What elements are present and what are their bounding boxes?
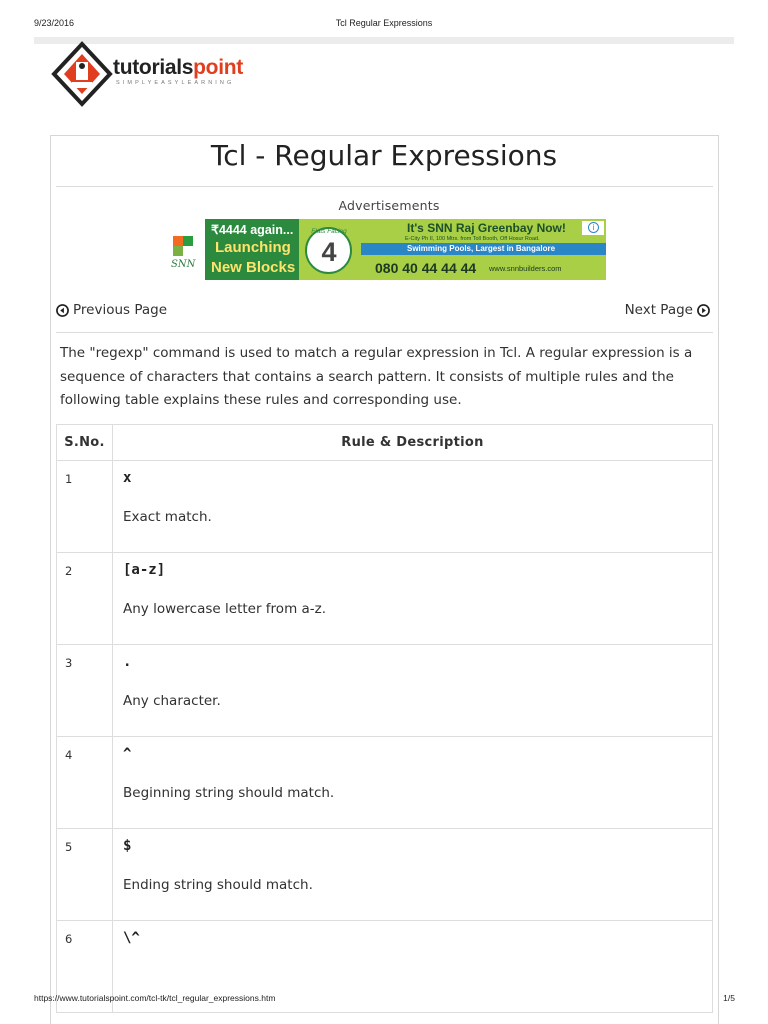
ad-new-blocks: New Blocks: [211, 259, 296, 276]
nav-divider: [56, 332, 713, 333]
row-rule-cell: [113, 553, 713, 645]
previous-page-link[interactable]: [56, 302, 167, 318]
ad-tagline: Swimming Pools, Largest in Bangalore: [407, 244, 556, 253]
ad-site: www.snnbuilders.com: [489, 264, 562, 273]
row-rule-cell: [113, 737, 713, 829]
ad-address: E-City Ph II, 100 Mtrs. from Toll Booth, Off Hosur Road.: [405, 236, 540, 242]
table-row: [57, 645, 713, 737]
intro-paragraph: The "regexp" command is used to match a regular expression in Tcl. A regular expression is a sequence of characters that contains a search pattern. It consists of multiple rules and the following table explains these rules and corresponding use.: [60, 345, 693, 408]
table-row: [57, 737, 713, 829]
rule-pattern: \^: [123, 930, 140, 946]
ad-price: ₹4444 again...: [211, 223, 294, 237]
footer-url: https://www.tutorialspoint.com/tcl-tk/tcl_regular_expressions.htm: [34, 993, 276, 1003]
logo-icon: [50, 40, 114, 110]
row-sno: 6: [57, 921, 113, 1013]
print-date: 9/23/2016: [34, 18, 75, 28]
row-sno: 5: [57, 829, 113, 921]
info-icon: i: [588, 222, 599, 233]
ad-badge-text: Flats Facing: [311, 228, 347, 235]
rule-pattern: [a-z]: [123, 562, 166, 578]
table-row: [57, 553, 713, 645]
column-header-rule: Rule & Description: [113, 425, 713, 461]
print-title: Tcl Regular Expressions: [335, 18, 433, 28]
table-row: [57, 461, 713, 553]
ad-brand: SNN: [171, 259, 196, 270]
logo-tagline: SIMPLYEASYLEARNING: [116, 80, 235, 86]
rule-description: Any lowercase letter from a-z.: [123, 601, 327, 617]
ad-left-panel: [205, 219, 299, 280]
rule-description: Exact match.: [123, 509, 212, 525]
rule-pattern: $: [123, 838, 132, 854]
title-divider: [56, 186, 713, 187]
ad-info-button[interactable]: [582, 221, 604, 235]
page-title: Tcl - Regular Expressions: [210, 139, 558, 172]
ad-badge-number: 4: [321, 237, 337, 267]
row-sno: 1: [57, 461, 113, 553]
ad-tagline-bar: [361, 243, 606, 255]
rule-description: Beginning string should match.: [123, 785, 335, 801]
ad-banner[interactable]: [165, 219, 606, 280]
column-header-sno: S.No.: [57, 425, 113, 461]
rule-description: Ending string should match.: [123, 877, 313, 893]
ad-snn-logo: [165, 219, 205, 280]
row-sno: 4: [57, 737, 113, 829]
logo-word-tutorials: tutorials: [113, 56, 194, 79]
footer-page-number: 1/5: [723, 993, 735, 1003]
table-header-row: [57, 425, 713, 461]
logo-wordmark: [113, 56, 243, 80]
ad-headline: It's SNN Raj Greenbay Now!: [407, 221, 566, 235]
row-sno: 3: [57, 645, 113, 737]
ad-right-panel: [361, 219, 606, 280]
advertisements-label: Advertisements: [338, 198, 440, 213]
print-header: [0, 18, 768, 32]
site-logo[interactable]: [50, 40, 290, 110]
row-rule-cell: [113, 829, 713, 921]
previous-page-label: Previous Page: [73, 302, 168, 318]
rules-table: [56, 424, 713, 1013]
next-page-label: Next Page: [624, 302, 693, 318]
ad-phone: 080 40 44 44 44: [375, 260, 477, 276]
arrow-right-circle-icon: [697, 304, 710, 317]
arrow-left-circle-icon: [56, 304, 69, 317]
rule-pattern: x: [123, 470, 132, 486]
ad-badge: [302, 225, 356, 275]
rule-description: Any character.: [123, 693, 221, 709]
rule-pattern: ^: [123, 746, 132, 762]
row-rule-cell: [113, 461, 713, 553]
rule-pattern: .: [123, 654, 132, 670]
row-rule-cell: [113, 645, 713, 737]
table-row: [57, 829, 713, 921]
row-sno: 2: [57, 553, 113, 645]
logo-word-point: point: [193, 56, 243, 79]
next-page-link[interactable]: [625, 302, 710, 318]
ad-launching: Launching: [215, 239, 291, 256]
